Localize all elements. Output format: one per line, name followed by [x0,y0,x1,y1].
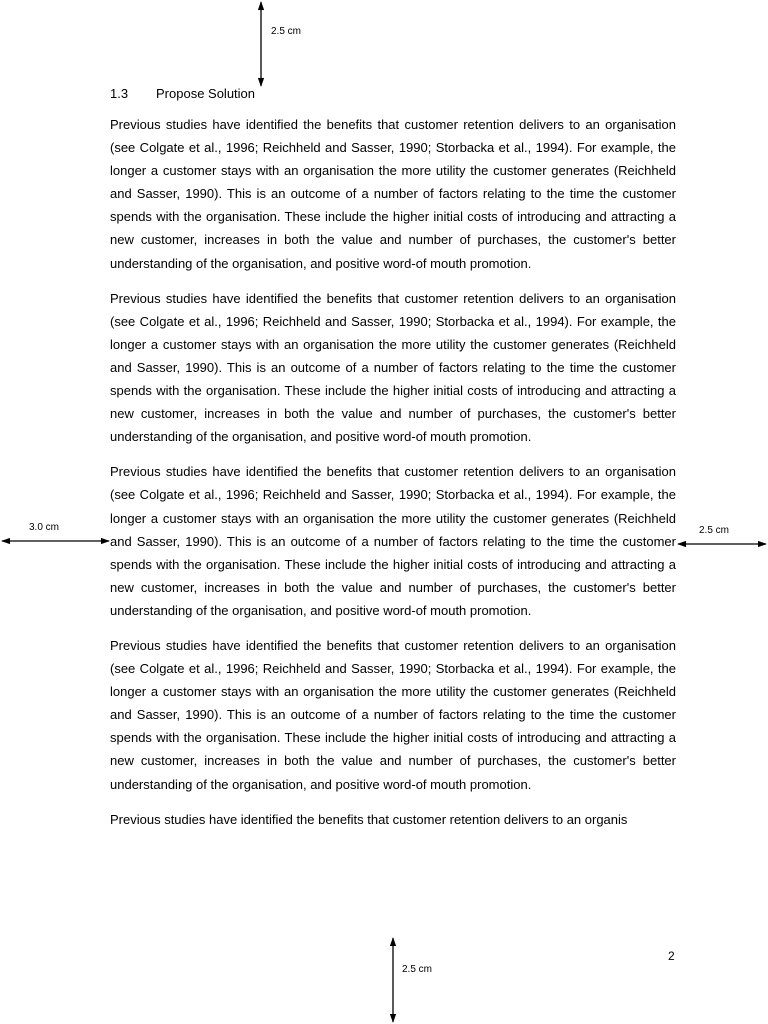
bottom-margin-label: 2.5 cm [402,964,433,975]
left-margin-label: 3.0 cm [29,522,60,533]
section-number: 1.3 [110,86,129,101]
paragraph: Previous studies have identified the benefits that customer retention delivers to an organisation (see Colgate et al., 1996; Reichheld and Sasser, 1990; Storbacka et al., 1994). For example, the longer a customer stays with an organisation the more utility the customer generates (Reichheld and Sasser, 1990). This is an outcome of a number of factors relating to the time the customer spends with the organisation. These include the higher initial costs of introducing and attracting a new customer, increases in both the value and number of purchases, the customer's better understanding of the organisation, and positive word-of mouth promotion. [110,290,676,445]
right-margin-label: 2.5 cm [699,525,730,536]
page-number: 2 [668,949,675,963]
paragraph: Previous studies have identified the benefits that customer retention delivers to an organisation (see Colgate et al., 1996; Reichheld and Sasser, 1990; Storbacka et al., 1994). For example, the longer a customer stays with an organisation the more utility the customer generates (Reichheld and Sasser, 1990). This is an outcome of a number of factors relating to the time the customer spends with the organisation. These include the higher initial costs of introducing and attracting a new customer, increases in both the value and number of purchases, the customer's better understanding of the organisation, and positive word-of mouth promotion. [110,117,676,271]
section-title: Propose Solution [156,86,256,101]
section-heading [110,85,255,102]
paragraph-truncated: Previous studies have identified the benefits that customer retention delivers to an organis [110,811,628,827]
paragraph: Previous studies have identified the benefits that customer retention delivers to an organisation (see Colgate et al., 1996; Reichheld and Sasser, 1990; Storbacka et al., 1994). For example, the longer a customer stays with an organisation the more utility the customer generates (Reichheld and Sasser, 1990). This is an outcome of a number of factors relating to the time the customer spends with the organisation. These include the higher initial costs of introducing and attracting a new customer, increases in both the value and number of purchases, the customer's better understanding of the organisation, and positive word-of mouth promotion. [110,464,676,618]
paragraph: Previous studies have identified the benefits that customer retention delivers to an organisation (see Colgate et al., 1996; Reichheld and Sasser, 1990; Storbacka et al., 1994). For example, the longer a customer stays with an organisation the more utility the customer generates (Reichheld and Sasser, 1990). This is an outcome of a number of factors relating to the time the customer spends with the organisation. These include the higher initial costs of introducing and attracting a new customer, increases in both the value and number of purchases, the customer's better understanding of the organisation, and positive word-of mouth promotion. [110,637,676,792]
body-text [110,113,676,843]
top-margin-label: 2.5 cm [271,26,302,37]
